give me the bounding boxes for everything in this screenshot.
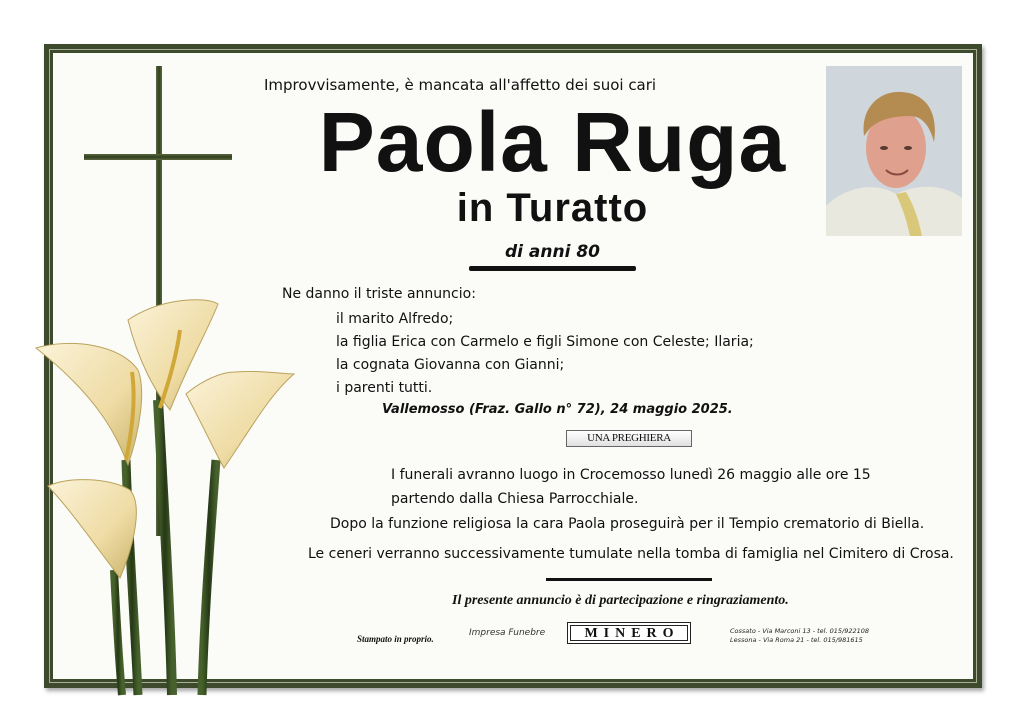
announcement-heading: Ne danno il triste annuncio: <box>282 286 476 302</box>
agency-name: MINERO <box>570 625 688 641</box>
portrait-photo <box>826 66 962 236</box>
family-line: il marito Alfredo; <box>336 311 454 327</box>
prayer-button[interactable]: UNA PREGHIERA <box>566 430 692 447</box>
agency-label: Impresa Funebre <box>469 628 546 638</box>
married-name: in Turatto <box>456 186 649 230</box>
agency-logo <box>567 622 691 644</box>
place-date: Vallemosso (Fraz. Gallo n° 72), 24 maggio 2025. <box>382 402 733 417</box>
thanks-text: Il presente annuncio è di partecipazione e ringraziamento. <box>452 593 789 608</box>
divider-rule <box>469 266 636 271</box>
calla-lilies-image <box>30 290 320 700</box>
cross-icon-arm <box>84 154 232 160</box>
deceased-name: Paola Ruga <box>318 95 787 189</box>
agency-address-line: Cossato - Via Marconi 13 - tel. 015/922108 <box>730 627 870 635</box>
agency-address-line: Lessona - Via Roma 21 - tel. 015/981615 <box>730 636 863 644</box>
intro-text: Improvvisamente, è mancata all'affetto dei suoi cari <box>264 76 657 94</box>
funeral-line: partendo dalla Chiesa Parrocchiale. <box>391 491 639 507</box>
funeral-info <box>391 463 871 511</box>
family-line: i parenti tutti. <box>336 380 433 396</box>
family-list <box>336 308 754 400</box>
divider-rule <box>546 578 712 581</box>
agency-address <box>730 627 869 645</box>
funeral-line: I funerali avranno luogo in Crocemosso lunedì 26 maggio alle ore 15 <box>391 467 871 483</box>
family-line: la figlia Erica con Carmelo e figli Simone con Celeste; Ilaria; <box>336 334 754 350</box>
cremation-info: Dopo la funzione religiosa la cara Paola proseguirà per il Tempio crematorio di Biella. <box>330 516 925 532</box>
family-line: la cognata Giovanna con Gianni; <box>336 357 565 373</box>
ashes-info: Le ceneri verranno successivamente tumulate nella tomba di famiglia nel Cimitero di Crosa. <box>308 546 954 562</box>
age-text: di anni 80 <box>505 242 600 262</box>
printed-note: Stampato in proprio. <box>357 634 434 644</box>
